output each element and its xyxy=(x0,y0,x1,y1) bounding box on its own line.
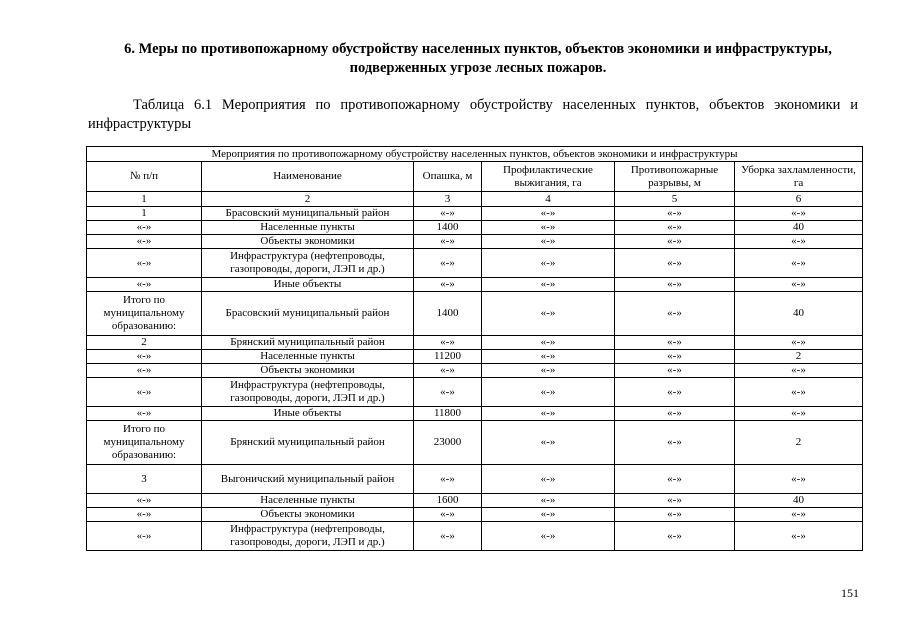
table-cell: Инфраструктура (нефтепроводы, газопроводы, дороги, ЛЭП и др.) xyxy=(202,378,414,407)
table-cell: «-» xyxy=(735,378,863,407)
table-row xyxy=(87,336,863,350)
table-cell: «-» xyxy=(482,278,615,292)
table-cell: «-» xyxy=(615,421,735,465)
table-cell: «-» xyxy=(482,364,615,378)
table-cell: «-» xyxy=(482,378,615,407)
table-cell: 3 xyxy=(87,465,202,494)
table-cell: «-» xyxy=(615,465,735,494)
table-cell: «-» xyxy=(482,235,615,249)
table-cell: Брасовский муниципальный район xyxy=(202,207,414,221)
page-number: 151 xyxy=(841,586,859,600)
table-row xyxy=(87,350,863,364)
table-cell: «-» xyxy=(735,278,863,292)
table-cell: «-» xyxy=(414,364,482,378)
table-row xyxy=(87,407,863,421)
table-cell: «-» xyxy=(414,207,482,221)
table-cell: Итого по муниципальному образованию: xyxy=(87,421,202,465)
table-title-row xyxy=(87,147,863,162)
table-cell: 40 xyxy=(735,221,863,235)
table-row xyxy=(87,522,863,551)
table-cell: «-» xyxy=(482,221,615,235)
column-number: 5 xyxy=(615,192,735,207)
table-cell: «-» xyxy=(414,278,482,292)
table-cell: 1400 xyxy=(414,221,482,235)
column-number: 6 xyxy=(735,192,863,207)
table-cell: «-» xyxy=(87,522,202,551)
table-caption: Таблица 6.1 Мероприятия по противопожарному обустройству населенных пунктов, объектов экономики и инфраструктуры xyxy=(88,97,858,132)
column-number: 4 xyxy=(482,192,615,207)
table-cell: «-» xyxy=(87,350,202,364)
table-cell: 2 xyxy=(735,350,863,364)
table-cell: «-» xyxy=(87,278,202,292)
table-cell: «-» xyxy=(482,207,615,221)
table-cell: «-» xyxy=(735,522,863,551)
table-cell: «-» xyxy=(615,522,735,551)
table-cell: Инфраструктура (нефтепроводы, газопроводы, дороги, ЛЭП и др.) xyxy=(202,249,414,278)
section-heading-line-1: 6. Меры по противопожарному обустройству населенных пунктов, объектов экономики и инфраструктуры, xyxy=(124,41,832,57)
table-cell: 1600 xyxy=(414,494,482,508)
table-cell: «-» xyxy=(615,336,735,350)
table-cell: «-» xyxy=(735,508,863,522)
table-cell: Инфраструктура (нефтепроводы, газопроводы, дороги, ЛЭП и др.) xyxy=(202,522,414,551)
column-header: Профилактические выжигания, га xyxy=(482,162,615,192)
table-cell: «-» xyxy=(735,249,863,278)
table-cell: Брасовский муниципальный район xyxy=(202,292,414,336)
table-row xyxy=(87,494,863,508)
table-cell: «-» xyxy=(87,508,202,522)
table-row xyxy=(87,364,863,378)
table-row xyxy=(87,378,863,407)
table-row xyxy=(87,207,863,221)
table-cell: Иные объекты xyxy=(202,278,414,292)
table-cell: 40 xyxy=(735,494,863,508)
table-cell: 1 xyxy=(87,207,202,221)
table-cell: «-» xyxy=(735,336,863,350)
table-cell: «-» xyxy=(615,207,735,221)
table-cell: 40 xyxy=(735,292,863,336)
table-cell: «-» xyxy=(482,249,615,278)
table-cell: «-» xyxy=(482,350,615,364)
column-number: 2 xyxy=(202,192,414,207)
table-cell: Населенные пункты xyxy=(202,350,414,364)
table-row xyxy=(87,465,863,494)
table-cell: Брянский муниципальный район xyxy=(202,421,414,465)
table-cell: Объекты экономики xyxy=(202,364,414,378)
table-header-row xyxy=(87,162,863,192)
table-cell: Итого по муниципальному образованию: xyxy=(87,292,202,336)
table-cell: Населенные пункты xyxy=(202,494,414,508)
table-cell: «-» xyxy=(735,207,863,221)
table-row xyxy=(87,249,863,278)
table-cell: 2 xyxy=(735,421,863,465)
section-heading xyxy=(88,40,868,78)
table-cell: «-» xyxy=(735,364,863,378)
table-title: Мероприятия по противопожарному обустройству населенных пунктов, объектов экономики и инфраструктуры xyxy=(87,147,863,162)
table-cell: «-» xyxy=(735,235,863,249)
column-header: Противопожарные разрывы, м xyxy=(615,162,735,192)
table-cell: «-» xyxy=(615,350,735,364)
table-cell: «-» xyxy=(482,407,615,421)
total-row xyxy=(87,421,863,465)
table-cell: «-» xyxy=(87,364,202,378)
table-cell: «-» xyxy=(414,336,482,350)
column-number: 1 xyxy=(87,192,202,207)
table-cell: «-» xyxy=(87,378,202,407)
table-cell: «-» xyxy=(414,522,482,551)
measures-table-body xyxy=(87,147,863,551)
table-cell: «-» xyxy=(615,407,735,421)
total-row xyxy=(87,292,863,336)
table-cell: «-» xyxy=(87,249,202,278)
table-cell: «-» xyxy=(615,249,735,278)
table-cell: «-» xyxy=(414,235,482,249)
table-cell: 23000 xyxy=(414,421,482,465)
table-row xyxy=(87,278,863,292)
table-cell: «-» xyxy=(482,522,615,551)
table-cell: «-» xyxy=(87,235,202,249)
table-cell: Населенные пункты xyxy=(202,221,414,235)
table-row xyxy=(87,221,863,235)
column-number: 3 xyxy=(414,192,482,207)
table-cell: «-» xyxy=(482,465,615,494)
column-header: Наименование xyxy=(202,162,414,192)
table-cell: 1400 xyxy=(414,292,482,336)
table-cell: Объекты экономики xyxy=(202,235,414,249)
table-cell: «-» xyxy=(615,278,735,292)
table-cell: «-» xyxy=(615,508,735,522)
column-header: Уборка захламленности, га xyxy=(735,162,863,192)
table-cell: Выгоничский муниципальный район xyxy=(202,465,414,494)
column-header: Опашка, м xyxy=(414,162,482,192)
table-cell: «-» xyxy=(482,421,615,465)
section-heading-line-2: подверженных угрозе лесных пожаров. xyxy=(349,60,607,76)
table-cell: «-» xyxy=(482,494,615,508)
column-header: № п/п xyxy=(87,162,202,192)
table-cell: «-» xyxy=(414,465,482,494)
table-cell: «-» xyxy=(482,508,615,522)
table-cell: «-» xyxy=(735,407,863,421)
table-cell: «-» xyxy=(87,221,202,235)
table-cell: Объекты экономики xyxy=(202,508,414,522)
table-cell: «-» xyxy=(87,494,202,508)
table-cell: «-» xyxy=(735,465,863,494)
table-cell: «-» xyxy=(615,378,735,407)
table-cell: «-» xyxy=(615,292,735,336)
table-row xyxy=(87,235,863,249)
table-cell: Иные объекты xyxy=(202,407,414,421)
table-cell: «-» xyxy=(615,221,735,235)
table-cell: «-» xyxy=(615,494,735,508)
measures-table xyxy=(86,146,863,551)
table-cell: «-» xyxy=(414,508,482,522)
table-cell: «-» xyxy=(482,292,615,336)
table-cell: 2 xyxy=(87,336,202,350)
table-cell: «-» xyxy=(615,364,735,378)
table-cell: «-» xyxy=(87,407,202,421)
column-number-row xyxy=(87,192,863,207)
table-cell: Брянский муниципальный район xyxy=(202,336,414,350)
table-cell: «-» xyxy=(615,235,735,249)
table-cell: «-» xyxy=(482,336,615,350)
table-cell: «-» xyxy=(414,378,482,407)
table-cell: 11200 xyxy=(414,350,482,364)
table-row xyxy=(87,508,863,522)
table-cell: «-» xyxy=(414,249,482,278)
table-cell: 11800 xyxy=(414,407,482,421)
